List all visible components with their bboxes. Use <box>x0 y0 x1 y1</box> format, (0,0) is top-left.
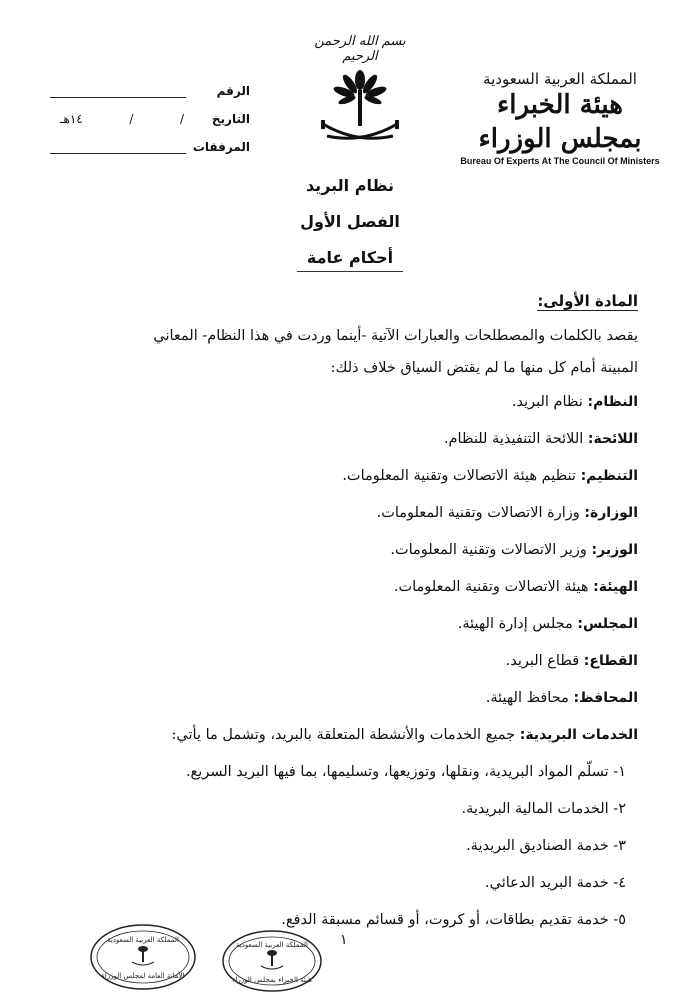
reference-fields <box>50 70 250 154</box>
system-title: نظام البريد <box>305 176 395 195</box>
definition-row: المجلس: مجلس إدارة الهيئة. <box>457 616 638 632</box>
definition-row: اللائحة: اللائحة التنفيذية للنظام. <box>443 431 638 447</box>
article-intro <box>58 320 638 384</box>
date-sep-1: / <box>179 112 184 126</box>
secretariat-stamp-icon <box>88 922 198 992</box>
number-label: الرقم <box>216 84 250 98</box>
definition-row: الوزير: وزير الاتصالات وتقنية المعلومات. <box>390 542 638 558</box>
definition-row: القطاع: قطاع البريد. <box>505 653 638 669</box>
attachments-field <box>50 126 250 154</box>
attachments-line <box>50 139 186 154</box>
list-item: ٢- الخدمات المالية البريدية. <box>461 801 626 817</box>
attachments-label: المرفقات <box>192 140 250 154</box>
article-heading: المادة الأولى: <box>537 292 638 310</box>
letterhead-center <box>310 34 410 150</box>
definition-row: الخدمات البريدية: جميع الخدمات والأنشطة المتعلقة بالبريد، وتشمل ما يأتي: <box>171 727 638 743</box>
chapter-title: الفصل الأول <box>300 212 400 231</box>
stamp-2-bottom: هيئة الخبراء بمجلس الوزراء <box>232 976 312 984</box>
list-item: ٣- خدمة الصناديق البريدية. <box>466 838 626 854</box>
stamp-1-top: المملكة العربية السعودية <box>107 936 179 944</box>
bureau-stamp-icon <box>220 928 324 994</box>
intro-line-2: المبينة أمام كل منها ما لم يقتض السياق خلاف ذلك: <box>330 360 638 376</box>
date-label: التاريخ <box>211 112 250 126</box>
bureau-name-english: Bureau Of Experts At The Council Of Ministers <box>460 156 660 166</box>
definition-row: النظام: نظام البريد. <box>511 394 638 410</box>
date-sep-2: / <box>129 112 134 126</box>
definition-row: المحافظ: محافظ الهيئة. <box>485 690 638 706</box>
date-value <box>50 112 192 126</box>
list-item: ٤- خدمة البريد الدعائي. <box>485 875 626 891</box>
list-item: ١- تسلّم المواد البريدية، ونقلها، وتوزيعها، وتسليمها، بما فيها البريد السريع. <box>185 764 626 780</box>
definition-row: الوزارة: وزارة الاتصالات وتقنية المعلومات. <box>376 505 638 521</box>
stamp-2-top: المملكة العربية السعودية <box>236 941 308 949</box>
section-title: أحكام عامة <box>297 248 403 272</box>
bureau-name-arabic: هيئة الخبراء بمجلس الوزراء <box>478 90 642 154</box>
document-titles <box>0 176 700 284</box>
number-field <box>50 70 250 98</box>
palm-and-swords-icon <box>310 66 410 150</box>
stamp-1-bottom: الأمانة العامة لمجلس الوزراء <box>101 972 185 980</box>
intro-line-1: يقصد بالكلمات والمصطلحات والعبارات الآتية -أينما وردت في هذا النظام- المعاني <box>153 328 638 344</box>
date-suffix: ١٤هـ <box>60 112 83 126</box>
basmala: بسم الله الرحمن الرحيم <box>314 34 406 64</box>
list-item: ٥- خدمة تقديم بطاقات، أو كروت، أو قسائم مسبقة الدفع. <box>281 912 626 928</box>
definition-row: التنظيم: تنظيم هيئة الاتصالات وتقنية المعلومات. <box>342 468 638 484</box>
article-body <box>58 292 638 939</box>
definition-row: الهيئة: هيئة الاتصالات وتقنية المعلومات. <box>393 579 638 595</box>
date-field <box>50 98 250 126</box>
page-number: ١ <box>340 932 348 948</box>
number-line <box>50 83 186 98</box>
letterhead-right <box>460 70 660 166</box>
country-name: المملكة العربية السعودية <box>483 70 637 88</box>
